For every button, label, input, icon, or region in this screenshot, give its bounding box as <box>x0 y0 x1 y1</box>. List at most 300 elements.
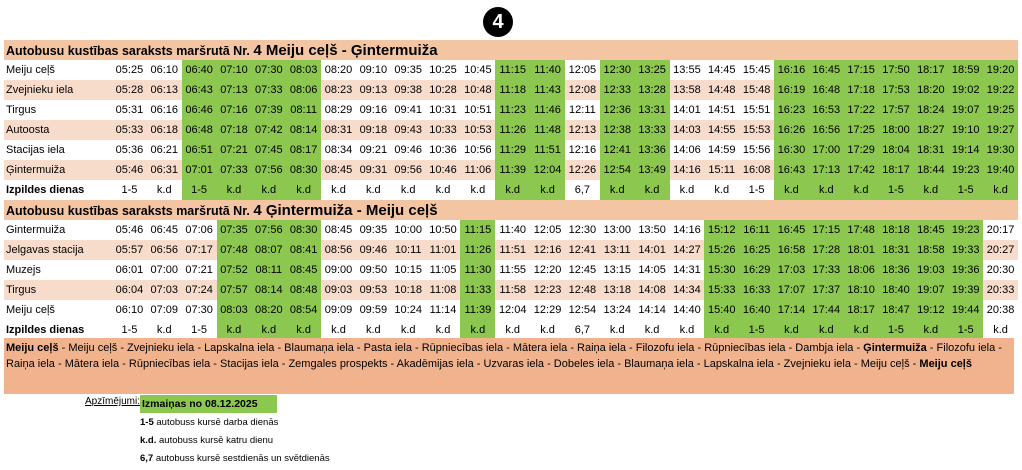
stop-name: Meiju ceļš <box>4 300 112 320</box>
departure-time: 05:33 <box>112 120 147 140</box>
legend-text: autobuss kursē darba dienās <box>156 417 279 428</box>
departure-time: 16:25 <box>739 240 774 260</box>
departure-time: 12:33 <box>600 80 635 100</box>
departure-time: 11:58 <box>495 280 530 300</box>
departure-time: 15:53 <box>739 120 774 140</box>
departure-time: 18:44 <box>913 160 948 180</box>
departure-time: 08:17 <box>286 140 321 160</box>
departure-time: 07:45 <box>251 140 286 160</box>
departure-time: 12:36 <box>600 100 635 120</box>
stop-row <box>4 160 1018 180</box>
departure-time: 16:58 <box>774 240 809 260</box>
departure-time: 10:00 <box>391 220 426 240</box>
operating-days-value: k.d <box>774 320 809 340</box>
operating-days-value: k.d <box>426 180 461 200</box>
route-desc-start: Meiju ceļš <box>6 342 59 354</box>
legend-code: 6,7 <box>140 453 154 464</box>
departure-time: 05:31 <box>112 100 147 120</box>
departure-time: 11:40 <box>495 220 530 240</box>
departure-time: 19:36 <box>948 260 983 280</box>
departure-time: 09:03 <box>321 280 356 300</box>
operating-days-value: k.d <box>217 320 252 340</box>
stop-row <box>4 300 1018 320</box>
departure-time: 11:39 <box>495 160 530 180</box>
departure-time: 06:48 <box>182 120 217 140</box>
departure-time: 16:19 <box>774 80 809 100</box>
operating-days-value: 1-5 <box>739 180 774 200</box>
departure-time: 06:16 <box>147 100 182 120</box>
departure-time: 16:43 <box>774 160 809 180</box>
departure-time: 09:38 <box>391 80 426 100</box>
departure-time: 10:50 <box>426 220 461 240</box>
departure-time: 08:30 <box>286 160 321 180</box>
departure-time: 14:45 <box>704 60 739 80</box>
departure-time: 08:48 <box>286 280 321 300</box>
legend-text: autobuss kursē sestdienās un svētdienās <box>155 453 330 464</box>
departure-time: 20:17 <box>983 220 1018 240</box>
departure-time: 19:23 <box>948 160 983 180</box>
operating-days-value: k.d <box>670 320 705 340</box>
departure-time: 08:31 <box>321 120 356 140</box>
departure-time: 19:02 <box>948 80 983 100</box>
departure-time: 10:18 <box>391 280 426 300</box>
departure-time: 12:30 <box>600 60 635 80</box>
schedule-table-outbound <box>4 40 1018 200</box>
departure-time: 08:06 <box>286 80 321 100</box>
departure-time: 11:01 <box>426 240 461 260</box>
departure-time: 17:53 <box>879 80 914 100</box>
operating-days-value: k.d <box>147 180 182 200</box>
operating-days-value: k.d <box>670 180 705 200</box>
departure-time: 16:45 <box>774 220 809 240</box>
departure-time: 18:06 <box>844 260 879 280</box>
operating-days-value: k.d <box>286 180 321 200</box>
stop-name: Autoosta <box>4 120 112 140</box>
departure-time: 12:13 <box>565 120 600 140</box>
departure-time: 08:03 <box>217 300 252 320</box>
departure-time: 11:29 <box>495 140 530 160</box>
operating-days-value: k.d <box>774 180 809 200</box>
departure-time: 18:40 <box>879 280 914 300</box>
departure-time: 09:18 <box>356 120 391 140</box>
operating-days-value: k.d <box>983 320 1018 340</box>
departure-time: 13:31 <box>635 100 670 120</box>
departure-time: 12:20 <box>530 260 565 280</box>
stop-name: Gintermuiža <box>4 220 112 240</box>
operating-days-label: Izpildes dienas <box>4 180 112 200</box>
departure-time: 11:30 <box>460 260 495 280</box>
stop-name: Ģintermuiža <box>4 160 112 180</box>
departure-time: 15:48 <box>739 80 774 100</box>
departure-time: 19:03 <box>913 260 948 280</box>
departure-time: 07:30 <box>182 300 217 320</box>
operating-days-value: 1-5 <box>879 180 914 200</box>
legend-text: autobuss kursē katru dienu <box>159 435 274 446</box>
departure-time: 17:15 <box>844 60 879 80</box>
departure-time: 19:12 <box>913 300 948 320</box>
departure-time: 18:20 <box>913 80 948 100</box>
table-title <box>4 40 1018 60</box>
departure-time: 12:08 <box>565 80 600 100</box>
operating-days-value: k.d <box>635 180 670 200</box>
departure-time: 05:28 <box>112 80 147 100</box>
stop-name: Tirgus <box>4 100 112 120</box>
departure-time: 15:26 <box>704 240 739 260</box>
departure-time: 10:48 <box>460 80 495 100</box>
departure-time: 17:18 <box>844 80 879 100</box>
departure-time: 09:10 <box>356 60 391 80</box>
legend-label: Apzīmējumi: <box>85 396 141 407</box>
departure-time: 10:45 <box>460 60 495 80</box>
operating-days-value: k.d <box>844 180 879 200</box>
departure-time: 14:48 <box>704 80 739 100</box>
operating-days-value: k.d <box>530 320 565 340</box>
stop-row <box>4 80 1018 100</box>
operating-days-value: k.d <box>286 320 321 340</box>
departure-time: 12:38 <box>600 120 635 140</box>
operating-days-value: 1-5 <box>739 320 774 340</box>
departure-time: 09:41 <box>391 100 426 120</box>
departure-time: 16:48 <box>809 80 844 100</box>
operating-days-value: k.d <box>704 320 739 340</box>
departure-time: 05:46 <box>112 160 147 180</box>
departure-time: 11:15 <box>495 60 530 80</box>
departure-time: 16:08 <box>739 160 774 180</box>
departure-time: 15:40 <box>704 300 739 320</box>
departure-time: 20:30 <box>983 260 1018 280</box>
departure-time: 13:58 <box>670 80 705 100</box>
departure-time: 17:33 <box>809 260 844 280</box>
operating-days-value: k.d <box>600 180 635 200</box>
departure-time: 05:46 <box>112 220 147 240</box>
departure-time: 08:03 <box>286 60 321 80</box>
departure-time: 11:23 <box>495 100 530 120</box>
departure-time: 16:16 <box>774 60 809 80</box>
operating-days-value: k.d <box>600 320 635 340</box>
departure-time: 18:17 <box>879 160 914 180</box>
departure-time: 11:43 <box>530 80 565 100</box>
departure-time: 08:56 <box>321 240 356 260</box>
departure-time: 11:05 <box>426 260 461 280</box>
table-title-prefix: Autobusu kustības saraksts maršrutā Nr. <box>6 203 250 218</box>
departure-time: 13:25 <box>635 60 670 80</box>
departure-time: 17:37 <box>809 280 844 300</box>
schedule-table-inbound <box>4 200 1018 340</box>
departure-time: 16:40 <box>739 300 774 320</box>
departure-time: 19:23 <box>948 220 983 240</box>
operating-days-value: k.d <box>391 180 426 200</box>
departure-time: 19:22 <box>983 80 1018 100</box>
departure-time: 07:30 <box>251 60 286 80</box>
departure-time: 11:08 <box>426 280 461 300</box>
departure-time: 18:17 <box>844 300 879 320</box>
departure-time: 10:36 <box>426 140 461 160</box>
departure-time: 06:51 <box>182 140 217 160</box>
operating-days-value: k.d <box>321 180 356 200</box>
departure-time: 19:20 <box>983 60 1018 80</box>
route-desc-outbound-streets: - Meiju ceļš - Zvejnieku iela - Lapskalna iela - Blaumaņa iela - Pasta iela - Rūpniecības iela - Mātera iela - Raiņa iela - Filozofu iela - Rūpniecības iela - Dambja iela - <box>58 342 864 354</box>
departure-time: 06:40 <box>182 60 217 80</box>
departure-time: 08:45 <box>286 260 321 280</box>
departure-time: 06:10 <box>147 60 182 80</box>
departure-time: 18:59 <box>948 60 983 80</box>
departure-time: 13:36 <box>635 140 670 160</box>
departure-time: 06:01 <box>112 260 147 280</box>
departure-time: 12:16 <box>530 240 565 260</box>
table-title-row <box>4 200 1018 220</box>
operating-days-value: 1-5 <box>182 180 217 200</box>
table-title-row <box>4 40 1018 60</box>
departure-time: 14:31 <box>670 260 705 280</box>
table-title-prefix: Autobusu kustības saraksts maršrutā Nr. <box>6 43 250 58</box>
departure-time: 07:56 <box>251 160 286 180</box>
departure-time: 15:30 <box>704 260 739 280</box>
departure-time: 09:50 <box>356 260 391 280</box>
departure-time: 18:45 <box>913 220 948 240</box>
departure-time: 16:29 <box>739 260 774 280</box>
departure-time: 07:21 <box>217 140 252 160</box>
departure-time: 17:13 <box>809 160 844 180</box>
departure-time: 07:09 <box>147 300 182 320</box>
departure-time: 18:00 <box>879 120 914 140</box>
departure-time: 13:55 <box>670 60 705 80</box>
departure-time: 10:31 <box>426 100 461 120</box>
departure-time: 06:13 <box>147 80 182 100</box>
operating-days-value: 1-5 <box>879 320 914 340</box>
departure-time: 13:24 <box>600 300 635 320</box>
departure-time: 08:34 <box>321 140 356 160</box>
departure-time: 09:00 <box>321 260 356 280</box>
operating-days-value: k.d <box>913 180 948 200</box>
operating-days-value: k.d <box>495 320 530 340</box>
departure-time: 13:15 <box>600 260 635 280</box>
departure-time: 10:53 <box>460 120 495 140</box>
departure-time: 10:28 <box>426 80 461 100</box>
departure-time: 07:56 <box>251 220 286 240</box>
departure-time: 09:31 <box>356 160 391 180</box>
departure-time: 11:18 <box>495 80 530 100</box>
departure-time: 14:55 <box>704 120 739 140</box>
departure-time: 08:23 <box>321 80 356 100</box>
departure-time: 17:03 <box>774 260 809 280</box>
departure-time: 11:39 <box>460 300 495 320</box>
departure-time: 08:30 <box>286 220 321 240</box>
departure-time: 11:48 <box>530 120 565 140</box>
departure-time: 11:40 <box>530 60 565 80</box>
departure-time: 07:48 <box>217 240 252 260</box>
table-title-route: 4 Ģintermuiža - Meiju ceļš <box>253 201 438 219</box>
stop-name: Jelgavas stacija <box>4 240 112 260</box>
operating-days-value: k.d <box>460 180 495 200</box>
departure-time: 09:46 <box>356 240 391 260</box>
changes-notice: Izmaiņas no 08.12.2025 <box>140 395 277 413</box>
departure-time: 14:01 <box>670 100 705 120</box>
departure-time: 06:21 <box>147 140 182 160</box>
departure-time: 15:56 <box>739 140 774 160</box>
departure-time: 19:33 <box>948 240 983 260</box>
legend-code: k.d. <box>140 435 157 446</box>
stop-name: Tirgus <box>4 280 112 300</box>
operating-days-value: k.d <box>356 320 391 340</box>
operating-days-value: k.d <box>147 320 182 340</box>
route-description <box>4 338 1014 394</box>
operating-days-value: k.d <box>356 180 391 200</box>
departure-time: 06:18 <box>147 120 182 140</box>
departure-time: 07:13 <box>217 80 252 100</box>
departure-time: 12:30 <box>565 220 600 240</box>
stop-row <box>4 260 1018 280</box>
route-number-badge: 4 <box>483 7 513 37</box>
departure-time: 12:41 <box>600 140 635 160</box>
operating-days-value: k.d <box>635 320 670 340</box>
departure-time: 07:10 <box>217 60 252 80</box>
departure-time: 11:51 <box>530 140 565 160</box>
departure-time: 15:33 <box>704 280 739 300</box>
operating-days-value: k.d <box>391 320 426 340</box>
departure-time: 18:31 <box>913 140 948 160</box>
departure-time: 09:53 <box>356 280 391 300</box>
departure-time: 18:47 <box>879 300 914 320</box>
operating-days-row <box>4 320 1018 340</box>
operating-days-value: k.d <box>913 320 948 340</box>
table-title-route: 4 Meiju ceļš - Ģintermuiža <box>253 41 438 59</box>
departure-time: 16:11 <box>739 220 774 240</box>
departure-time: 17:42 <box>844 160 879 180</box>
legend-item-weekends <box>140 453 330 464</box>
departure-time: 17:48 <box>844 220 879 240</box>
departure-time: 17:25 <box>844 120 879 140</box>
departure-time: 10:11 <box>391 240 426 260</box>
departure-time: 19:07 <box>948 100 983 120</box>
departure-time: 07:35 <box>217 220 252 240</box>
departure-time: 19:10 <box>948 120 983 140</box>
stop-name: Muzejs <box>4 260 112 280</box>
departure-time: 08:20 <box>321 60 356 80</box>
departure-time: 11:55 <box>495 260 530 280</box>
departure-time: 16:23 <box>774 100 809 120</box>
departure-time: 09:59 <box>356 300 391 320</box>
operating-days-value: k.d <box>217 180 252 200</box>
departure-time: 08:07 <box>251 240 286 260</box>
departure-time: 06:56 <box>147 240 182 260</box>
operating-days-value: 6,7 <box>565 180 600 200</box>
departure-time: 09:09 <box>321 300 356 320</box>
operating-days-value: 1-5 <box>112 180 147 200</box>
departure-time: 06:10 <box>112 300 147 320</box>
departure-time: 16:33 <box>739 280 774 300</box>
departure-time: 06:46 <box>182 100 217 120</box>
departure-time: 06:43 <box>182 80 217 100</box>
departure-time: 12:54 <box>600 160 635 180</box>
departure-time: 11:14 <box>426 300 461 320</box>
operating-days-value: k.d <box>983 180 1018 200</box>
departure-time: 17:28 <box>809 240 844 260</box>
departure-time: 19:27 <box>983 120 1018 140</box>
route-desc-end: Meiju ceļš <box>919 358 972 370</box>
departure-time: 17:50 <box>879 60 914 80</box>
departure-time: 10:56 <box>460 140 495 160</box>
departure-time: 13:00 <box>600 220 635 240</box>
departure-time: 07:39 <box>251 100 286 120</box>
stop-row <box>4 100 1018 120</box>
departure-time: 09:43 <box>391 120 426 140</box>
departure-time: 07:17 <box>182 240 217 260</box>
departure-time: 12:11 <box>565 100 600 120</box>
departure-time: 17:15 <box>809 220 844 240</box>
operating-days-value: k.d <box>844 320 879 340</box>
departure-time: 12:04 <box>530 160 565 180</box>
legend-item-weekdays <box>140 417 278 428</box>
departure-time: 16:26 <box>774 120 809 140</box>
departure-time: 11:51 <box>495 240 530 260</box>
departure-time: 08:45 <box>321 160 356 180</box>
departure-time: 17:14 <box>774 300 809 320</box>
departure-time: 08:41 <box>286 240 321 260</box>
departure-time: 13:33 <box>635 120 670 140</box>
departure-time: 06:31 <box>147 160 182 180</box>
stop-row <box>4 240 1018 260</box>
operating-days-value: 1-5 <box>948 320 983 340</box>
departure-time: 08:11 <box>251 260 286 280</box>
stop-name: Zvejnieku iela <box>4 80 112 100</box>
departure-time: 05:57 <box>112 240 147 260</box>
departure-time: 19:30 <box>983 140 1018 160</box>
departure-time: 19:14 <box>948 140 983 160</box>
departure-time: 07:03 <box>147 280 182 300</box>
departure-time: 14:08 <box>635 280 670 300</box>
departure-time: 14:06 <box>670 140 705 160</box>
departure-time: 09:16 <box>356 100 391 120</box>
departure-time: 18:01 <box>844 240 879 260</box>
route-desc-inbound-streets: - Filozofu iela - Raiņa iela - Mātera iela - Rūpniecības iela - Stacijas iela - Zemgales prospekts - Akadēmijas iela - Uzvaras iela - Dobeles iela - Blaumaņa iela - Lapskalna iela - Zvejnieku iela - Meiju ceļš - <box>6 342 1002 370</box>
departure-time: 09:46 <box>391 140 426 160</box>
departure-time: 17:44 <box>809 300 844 320</box>
departure-time: 18:10 <box>844 280 879 300</box>
departure-time: 13:28 <box>635 80 670 100</box>
departure-time: 10:24 <box>391 300 426 320</box>
departure-time: 12:23 <box>530 280 565 300</box>
departure-time: 08:45 <box>321 220 356 240</box>
operating-days-value: k.d <box>809 180 844 200</box>
departure-time: 12:45 <box>565 260 600 280</box>
departure-time: 12:16 <box>565 140 600 160</box>
departure-time: 20:33 <box>983 280 1018 300</box>
departure-time: 19:25 <box>983 100 1018 120</box>
departure-time: 16:30 <box>774 140 809 160</box>
route-desc-terminus: Ģintermuiža <box>863 342 927 354</box>
departure-time: 09:35 <box>356 220 391 240</box>
operating-days-value: k.d <box>251 180 286 200</box>
departure-time: 18:36 <box>879 260 914 280</box>
departure-time: 08:14 <box>286 120 321 140</box>
operating-days-row <box>4 180 1018 200</box>
departure-time: 11:33 <box>460 280 495 300</box>
departure-time: 16:45 <box>809 60 844 80</box>
departure-time: 14:59 <box>704 140 739 160</box>
departure-time: 07:42 <box>251 120 286 140</box>
stop-row <box>4 120 1018 140</box>
departure-time: 07:33 <box>251 80 286 100</box>
departure-time: 13:50 <box>635 220 670 240</box>
departure-time: 08:29 <box>321 100 356 120</box>
operating-days-value: k.d <box>426 320 461 340</box>
departure-time: 14:51 <box>704 100 739 120</box>
departure-time: 17:29 <box>844 140 879 160</box>
departure-time: 13:49 <box>635 160 670 180</box>
departure-time: 12:05 <box>565 60 600 80</box>
departure-time: 18:58 <box>913 240 948 260</box>
departure-time: 19:39 <box>948 280 983 300</box>
